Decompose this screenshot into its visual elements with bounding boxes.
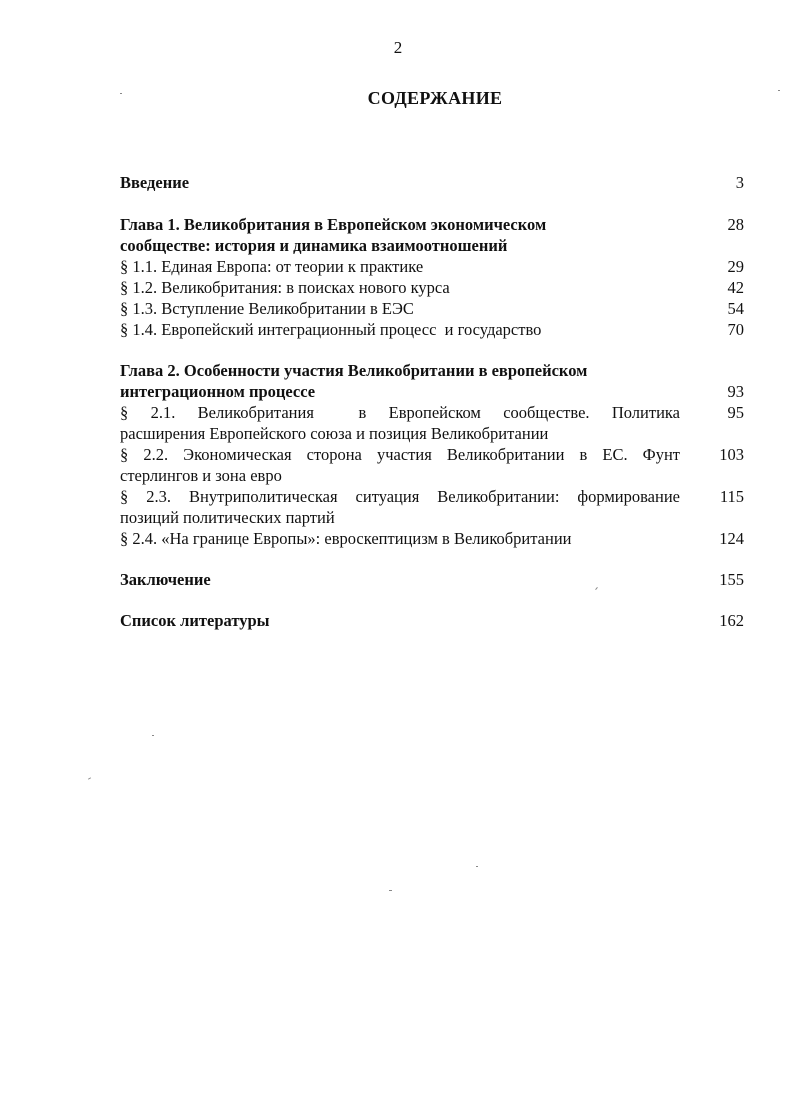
toc-page-number xyxy=(700,360,744,402)
toc-page-number: 70 xyxy=(727,320,744,339)
toc-section-1-2 xyxy=(120,277,744,298)
section-title-line: стерлингов и зона евро xyxy=(120,466,282,485)
chapter-title-line: Глава 1. Великобритания в Европейском экономическом xyxy=(120,215,547,234)
toc-section-2-1 xyxy=(120,402,744,444)
toc-page-number: 29 xyxy=(727,257,744,276)
toc-entry-chapter1 xyxy=(120,214,744,256)
chapter-title-line: интеграционном процессе xyxy=(120,382,316,401)
toc-section-2-2 xyxy=(120,444,744,486)
toc-section-1-4 xyxy=(120,319,744,340)
chapter-title-line: сообществе: история и динамика взаимоотношений xyxy=(120,236,508,255)
toc-entry-bibliography xyxy=(120,610,744,631)
section-title-line: § 2.2. Экономическая сторона участия Великобритании в ЕС. Фунт xyxy=(120,445,680,464)
toc-entry-label: § 1.1. Единая Европа: от теории к практике xyxy=(120,257,424,276)
toc-page-number: 124 xyxy=(719,529,744,548)
toc-page-number: 28 xyxy=(727,215,744,234)
toc-entry-label xyxy=(120,402,700,444)
section-title-line: § 2.1. Великобритания в Европейском сообществе. Политика xyxy=(120,403,680,422)
toc-page-number: 3 xyxy=(735,173,744,192)
toc-page-number: 42 xyxy=(727,278,744,297)
toc-entry-conclusion xyxy=(120,569,744,590)
toc-entry-label: § 1.3. Вступление Великобритании в ЕЭС xyxy=(120,299,414,318)
toc-page-number: 115 xyxy=(719,487,744,506)
toc-entry-label xyxy=(120,486,700,528)
toc-section-1-1 xyxy=(120,256,744,277)
toc-section-2-3 xyxy=(120,486,744,528)
toc-entry-label: § 1.2. Великобритания: в поисках нового курса xyxy=(120,278,450,297)
toc-entry-label: Список литературы xyxy=(120,611,270,630)
section-title-line: § 2.3. Внутриполитическая ситуация Великобритании: формирование xyxy=(120,487,680,506)
toc-page-number: 95 xyxy=(727,403,744,422)
toc-entry-intro xyxy=(120,172,744,193)
toc-section-2-4 xyxy=(120,528,744,549)
scan-speck xyxy=(778,90,780,91)
toc-page-number: 155 xyxy=(719,570,744,589)
toc-page-number: 103 xyxy=(719,445,744,464)
scan-speck xyxy=(88,777,91,779)
section-title-line: расширения Европейского союза и позиция Великобритании xyxy=(120,424,549,443)
toc-entry-label: § 1.4. Европейский интеграционный процесс и государство xyxy=(120,320,542,339)
scan-speck xyxy=(120,93,122,94)
toc-entry-label xyxy=(120,444,700,486)
toc-entry-label xyxy=(120,360,700,402)
scan-speck xyxy=(476,866,478,867)
scan-speck xyxy=(152,735,154,736)
toc-entry-label: § 2.4. «На границе Европы»: евроскептицизм в Великобритании xyxy=(120,529,572,548)
toc-page-number: 162 xyxy=(719,611,744,630)
toc-entry-label: Заключение xyxy=(120,570,211,589)
toc-entry-chapter2 xyxy=(120,360,744,402)
toc-page-number-value: 93 xyxy=(727,382,744,401)
scan-speck xyxy=(389,890,392,891)
toc-entry-label: Введение xyxy=(120,173,190,192)
toc-section-1-3 xyxy=(120,298,744,319)
section-title-line: позиций политических партий xyxy=(120,508,335,527)
page-number: 2 xyxy=(393,38,403,57)
chapter-title-line: Глава 2. Особенности участия Великобритании в европейском xyxy=(120,361,588,380)
toc-page-number: 54 xyxy=(727,299,744,318)
table-of-contents xyxy=(120,172,744,631)
toc-entry-label xyxy=(120,214,700,256)
page-title: СОДЕРЖАНИЕ xyxy=(367,88,503,108)
